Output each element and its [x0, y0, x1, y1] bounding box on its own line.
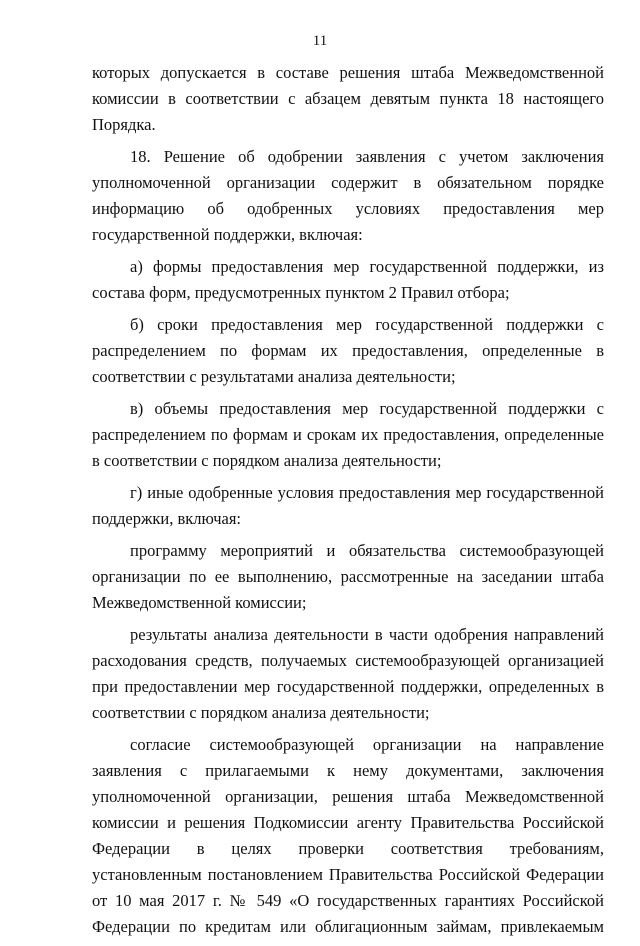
paragraph-item-18: 18. Решение об одобрении заявления с учетом заключения уполномоченной организации содержит в обязательном порядке информацию об одобренных условиях предоставления мер государственной поддержки, включая:	[92, 147, 604, 244]
document-body	[92, 60, 604, 946]
paragraph-subitem-a: а) формы предоставления мер государственной поддержки, из состава форм, предусмотренных пунктом 2 Правил отбора;	[92, 257, 604, 302]
paragraph-program: программу мероприятий и обязательства системообразующей организации по ее выполнению, рассмотренные на заседании штаба Межведомственной комиссии;	[92, 541, 604, 612]
paragraph-subitem-v: в) объемы предоставления мер государственной поддержки с распределением по формам и срокам их предоставления, определенные в соответствии с порядком анализа деятельности;	[92, 399, 604, 470]
page-number: 11	[312, 33, 328, 49]
paragraph-subitem-b: б) сроки предоставления мер государственной поддержки с распределением по формам их предоставления, определенные в соответствии с результатами анализа деятельности;	[92, 315, 604, 386]
paragraph-subitem-g: г) иные одобренные условия предоставления мер государственной поддержки, включая:	[92, 483, 604, 528]
paragraph-consent: согласие системообразующей организации на направление заявления с прилагаемыми к нему документами, заключения уполномоченной организации, решения штаба Межведомственной комиссии и решения Подкомиссии агенту Правительства Российской Федерации в целях проверки соответствия требованиям, установленным постановлением Правительства Российской Федерации от 10 мая 2017 г. № 549 «О государственных гарантиях Российской Федерации по кредитам или облигационным займам, привлекаемым	[92, 735, 604, 936]
paragraph-analysis-results: результаты анализа деятельности в части одобрения направлений расходования средств, получаемых системообразующей организацией при предоставлении мер государственной поддержки, определенных в соответствии с порядком анализа деятельности;	[92, 625, 604, 722]
paragraph-continuation: которых допускается в составе решения штаба Межведомственной комиссии в соответствии с абзацем девятым пункта 18 настоящего Порядка.	[92, 63, 604, 134]
